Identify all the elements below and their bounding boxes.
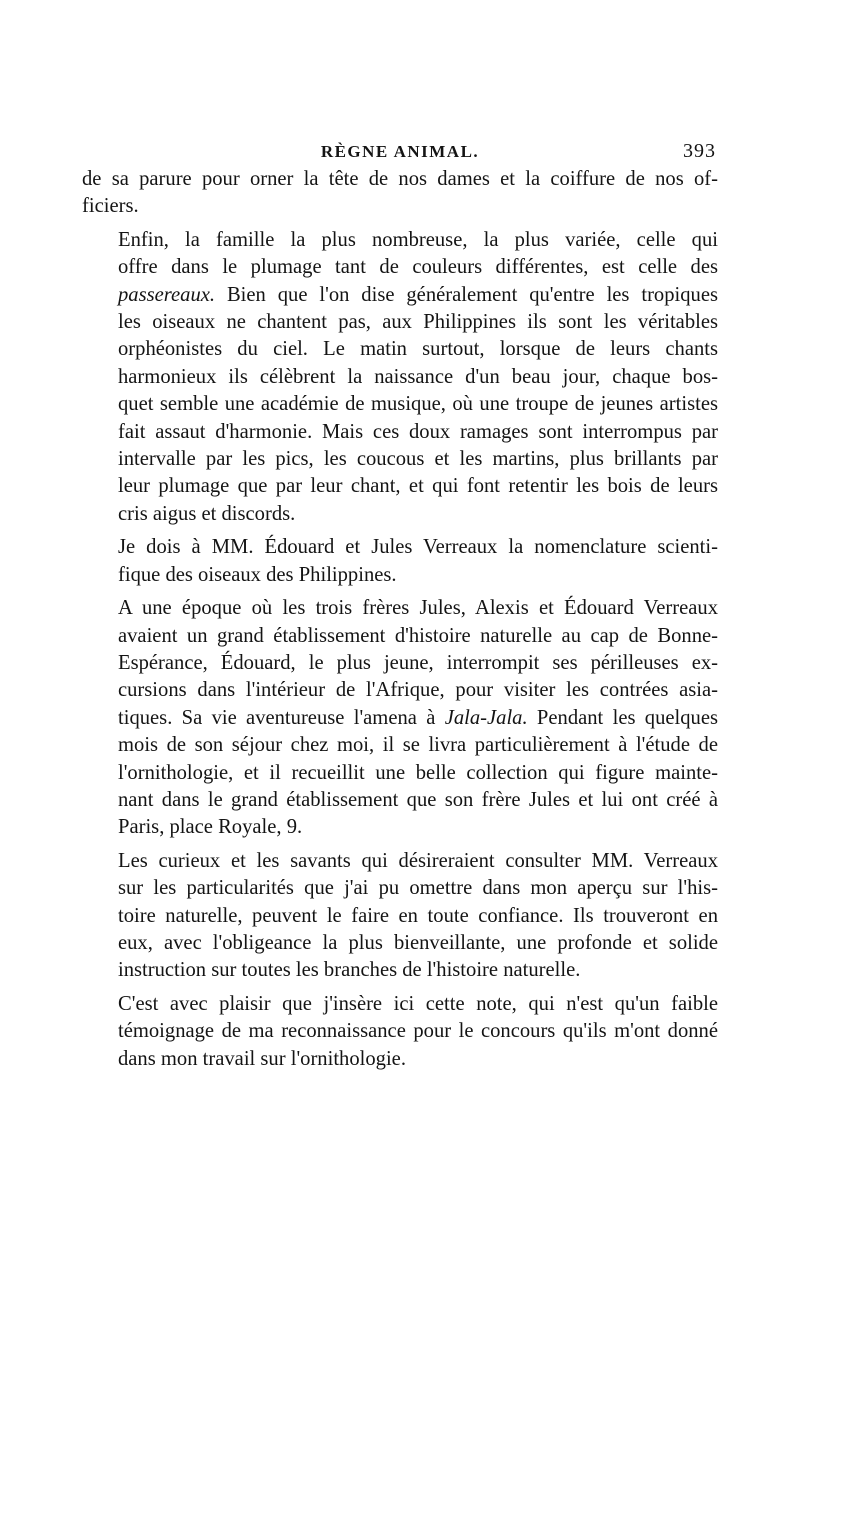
text-line: offre dans le plumage tant de couleurs différentes, est celle des xyxy=(118,256,718,279)
paragraph-3 xyxy=(82,534,718,589)
text-line: nant dans le grand établissement que son frère Jules et lui ont créé à xyxy=(118,788,718,811)
paragraph-6 xyxy=(82,991,718,1073)
text-line: tiques. Sa vie aventureuse l'amena à Jala-Jala. Pendant les quelques xyxy=(118,706,719,729)
text-line: leur plumage que par leur chant, et qui font retentir les bois de leurs xyxy=(118,475,718,498)
text-line: les oiseaux ne chantent pas, aux Philippines ils sont les véritables xyxy=(118,311,718,334)
paragraph-4 xyxy=(82,595,718,842)
text-line: orphéonistes du ciel. Le matin surtout, lorsque de leurs chants xyxy=(118,338,718,361)
text-line: mois de son séjour chez moi, il se livra particulièrement à l'étude de xyxy=(118,734,718,757)
text-line: sur les particularités que j'ai pu omettre dans mon aperçu sur l'his- xyxy=(118,877,718,900)
text-line: dans mon travail sur l'ornithologie. xyxy=(118,1047,406,1070)
book-page xyxy=(82,136,718,1073)
text-line: avaient un grand établissement d'histoire naturelle au cap de Bonne- xyxy=(118,624,718,647)
text-line: témoignage de ma reconnaissance pour le concours qu'ils m'ont donné xyxy=(118,1020,718,1043)
text-line: Je dois à MM. Édouard et Jules Verreaux la nomenclature scienti- xyxy=(118,536,718,559)
text-line: quet semble une académie de musique, où une troupe de jeunes artistes xyxy=(118,393,718,416)
text-line: eux, avec l'obligeance la plus bienveillante, une profonde et solide xyxy=(118,931,718,954)
text-line: instruction sur toutes les branches de l'histoire naturelle. xyxy=(118,959,581,982)
text-line: Espérance, Édouard, le plus jeune, interrompit ses périlleuses ex- xyxy=(118,651,718,674)
text-line: harmonieux ils célèbrent la naissance d'un beau jour, chaque bos- xyxy=(118,365,718,388)
paragraph-5 xyxy=(82,848,718,985)
running-head xyxy=(82,136,718,166)
text-line: de sa parure pour orner la tête de nos dames et la coiffure de nos of- xyxy=(82,168,718,190)
text-line: cursions dans l'intérieur de l'Afrique, pour visiter les contrées asia- xyxy=(118,679,718,702)
text-line: fait assaut d'harmonie. Mais ces doux ramages sont interrompus par xyxy=(118,420,718,443)
running-title: RÈGNE ANIMAL. xyxy=(320,142,480,161)
text-line: passereaux. Bien que l'on dise généralement qu'entre les tropiques xyxy=(118,283,718,306)
text-line: Enfin, la famille la plus nombreuse, la plus variée, celle qui xyxy=(118,228,718,251)
text-line: Les curieux et les savants qui désireraient consulter MM. Verreaux xyxy=(118,849,718,872)
paragraph-1 xyxy=(82,166,718,221)
page-number: 393 xyxy=(683,140,716,162)
paragraph-2 xyxy=(82,227,718,528)
italic-term: Jala-Jala. xyxy=(444,706,528,729)
text-line: cris aigus et discords. xyxy=(118,502,296,525)
text-line: Paris, place Royale, 9. xyxy=(118,816,303,839)
text-line: C'est avec plaisir que j'insère ici cette note, qui n'est qu'un faible xyxy=(118,992,718,1015)
text-line: fique des oiseaux des Philippines. xyxy=(118,563,397,586)
text-line: toire naturelle, peuvent le faire en toute confiance. Ils trouveront en xyxy=(118,904,718,927)
italic-term: passereaux. xyxy=(118,283,216,306)
text-line: ficiers. xyxy=(82,195,139,218)
body-text xyxy=(82,166,718,1073)
text-line: intervalle par les pics, les coucous et les martins, plus brillants par xyxy=(118,448,718,471)
text-line: A une époque où les trois frères Jules, Alexis et Édouard Verreaux xyxy=(118,597,718,620)
text-line: l'ornithologie, et il recueillit une belle collection qui figure mainte- xyxy=(118,761,718,784)
